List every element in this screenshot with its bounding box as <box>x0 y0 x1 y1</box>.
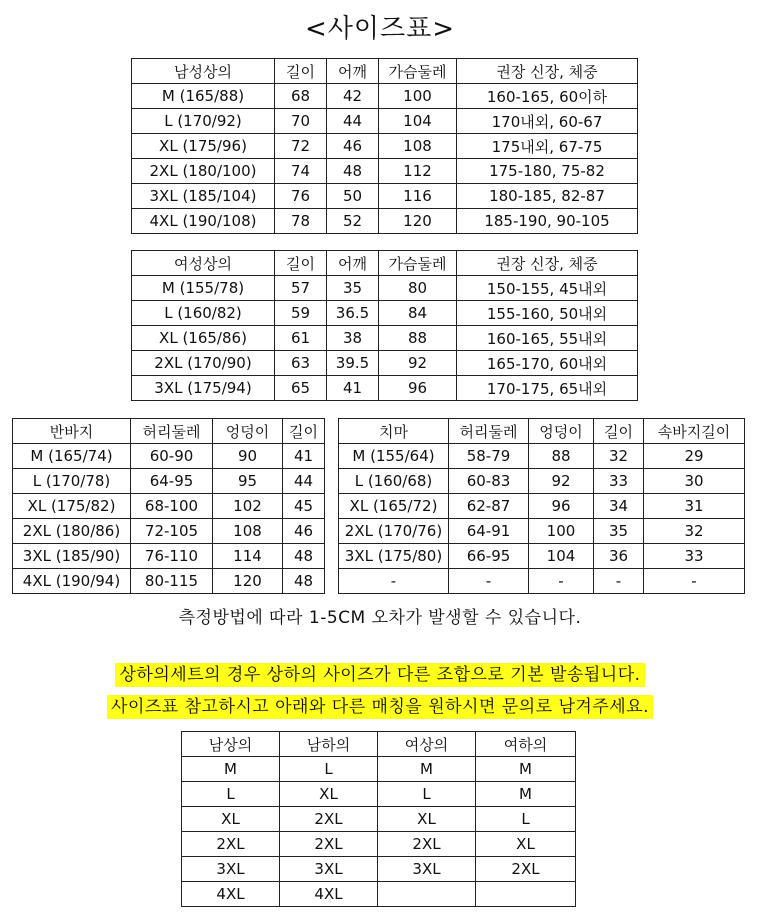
table-cell: L <box>378 782 476 807</box>
table-cell: 3XL (175/94) <box>132 376 275 401</box>
table-cell: 48 <box>283 544 325 569</box>
table-cell: M <box>476 757 576 782</box>
set-matching-table <box>181 731 576 907</box>
table-row <box>182 832 576 857</box>
column-header: 여성상의 <box>132 251 275 276</box>
table-cell: L <box>182 782 280 807</box>
table-cell: M <box>476 782 576 807</box>
table-cell: 39.5 <box>327 351 379 376</box>
table-header-row <box>132 251 638 276</box>
table-cell: 46 <box>283 519 325 544</box>
table-cell: 74 <box>275 159 327 184</box>
table-cell: 76 <box>275 184 327 209</box>
table-cell: 70 <box>275 109 327 134</box>
table-cell: 175-180, 75-82 <box>457 159 638 184</box>
table-row <box>132 209 638 234</box>
table-cell: 32 <box>644 519 745 544</box>
column-header: 엉덩이 <box>213 419 283 444</box>
table-cell: 4XL (190/94) <box>13 569 131 594</box>
table-cell: M <box>182 757 280 782</box>
table-header-row <box>182 732 576 757</box>
column-header: 엉덩이 <box>529 419 594 444</box>
table-cell: 90 <box>213 444 283 469</box>
table-cell: 170내외, 60-67 <box>457 109 638 134</box>
table-row <box>182 882 576 907</box>
column-header: 길이 <box>594 419 644 444</box>
table-row <box>182 782 576 807</box>
table-cell: 3XL (185/90) <box>13 544 131 569</box>
table-cell: 34 <box>594 494 644 519</box>
table-cell: 4XL <box>280 882 378 907</box>
table-row <box>339 494 745 519</box>
column-header: 남성상의 <box>132 59 275 84</box>
table-row <box>132 301 638 326</box>
table-row <box>132 134 638 159</box>
table-cell: 33 <box>644 544 745 569</box>
table-cell: XL (165/72) <box>339 494 449 519</box>
column-header: 남상의 <box>182 732 280 757</box>
column-header: 길이 <box>275 59 327 84</box>
column-header: 허리둘레 <box>449 419 529 444</box>
column-header: 길이 <box>275 251 327 276</box>
measurement-note: 측정방법에 따라 1-5CM 오차가 발생할 수 있습니다. <box>178 608 582 628</box>
table-cell: 170-175, 65내외 <box>457 376 638 401</box>
table-row <box>182 757 576 782</box>
shorts-size-table <box>12 418 325 594</box>
column-header: 치마 <box>339 419 449 444</box>
table-cell: 52 <box>327 209 379 234</box>
table-cell: 2XL (170/76) <box>339 519 449 544</box>
table-cell: XL (175/96) <box>132 134 275 159</box>
table-cell: 2XL <box>280 832 378 857</box>
table-row <box>339 469 745 494</box>
table-cell: 41 <box>327 376 379 401</box>
table-cell: 4XL <box>182 882 280 907</box>
table-cell: 185-190, 90-105 <box>457 209 638 234</box>
table-cell: L (170/92) <box>132 109 275 134</box>
table-cell: 58-79 <box>449 444 529 469</box>
table-cell: 60-83 <box>449 469 529 494</box>
table-cell: 95 <box>213 469 283 494</box>
table-cell: 92 <box>529 469 594 494</box>
table-cell: 104 <box>379 109 457 134</box>
table-cell: 64-91 <box>449 519 529 544</box>
table-cell: 175내외, 67-75 <box>457 134 638 159</box>
table-row <box>13 444 325 469</box>
table-cell: 33 <box>594 469 644 494</box>
column-header: 속바지길이 <box>644 419 745 444</box>
table-cell: - <box>594 569 644 594</box>
table-row <box>13 544 325 569</box>
table-cell: 41 <box>283 444 325 469</box>
column-header: 가슴둘레 <box>379 251 457 276</box>
table-row <box>13 494 325 519</box>
table-row <box>132 84 638 109</box>
table-row <box>339 569 745 594</box>
table-cell: 2XL <box>378 832 476 857</box>
table-cell: 48 <box>283 569 325 594</box>
table-cell: 31 <box>644 494 745 519</box>
table-cell: 165-170, 60내외 <box>457 351 638 376</box>
table-cell: 104 <box>529 544 594 569</box>
table-cell: 102 <box>213 494 283 519</box>
table-cell: 2XL (170/90) <box>132 351 275 376</box>
table-cell: 59 <box>275 301 327 326</box>
table-row <box>13 469 325 494</box>
column-header: 권장 신장, 체중 <box>457 59 638 84</box>
table-cell: XL (175/82) <box>13 494 131 519</box>
column-header: 어깨 <box>327 59 379 84</box>
table-cell: 64-95 <box>131 469 213 494</box>
table-cell: 155-160, 50내외 <box>457 301 638 326</box>
table-cell: 38 <box>327 326 379 351</box>
table-cell: M (165/88) <box>132 84 275 109</box>
table-row <box>132 376 638 401</box>
table-cell: 100 <box>379 84 457 109</box>
table-cell: 96 <box>379 376 457 401</box>
table-cell: L (170/78) <box>13 469 131 494</box>
column-header: 허리둘레 <box>131 419 213 444</box>
table-cell: 46 <box>327 134 379 159</box>
table-header-row <box>132 59 638 84</box>
table-cell: 96 <box>529 494 594 519</box>
table-row <box>132 326 638 351</box>
table-cell: 35 <box>327 276 379 301</box>
column-header: 길이 <box>283 419 325 444</box>
table-cell: 84 <box>379 301 457 326</box>
table-cell: 61 <box>275 326 327 351</box>
table-cell: 116 <box>379 184 457 209</box>
page-title: <사이즈표> <box>304 14 456 44</box>
women-top-size-table <box>131 250 638 401</box>
table-cell: 62-87 <box>449 494 529 519</box>
table-cell: 3XL (175/80) <box>339 544 449 569</box>
skirt-size-table <box>338 418 745 594</box>
table-cell: 57 <box>275 276 327 301</box>
table-cell: 68 <box>275 84 327 109</box>
table-cell: 50 <box>327 184 379 209</box>
table-cell: M (165/74) <box>13 444 131 469</box>
table-cell: L <box>280 757 378 782</box>
table-cell: 80-115 <box>131 569 213 594</box>
table-cell: - <box>644 569 745 594</box>
table-row <box>132 109 638 134</box>
table-cell: 60-90 <box>131 444 213 469</box>
table-cell: 44 <box>283 469 325 494</box>
table-cell: - <box>529 569 594 594</box>
table-cell: 92 <box>379 351 457 376</box>
table-cell: 150-155, 45내외 <box>457 276 638 301</box>
table-cell: XL <box>182 807 280 832</box>
table-cell: 36 <box>594 544 644 569</box>
table-row <box>132 351 638 376</box>
column-header: 반바지 <box>13 419 131 444</box>
table-cell: 68-100 <box>131 494 213 519</box>
table-cell: 2XL <box>182 832 280 857</box>
table-row <box>339 519 745 544</box>
table-cell: M <box>378 757 476 782</box>
table-row <box>132 184 638 209</box>
table-cell: 3XL <box>280 857 378 882</box>
table-cell: 30 <box>644 469 745 494</box>
table-cell: XL <box>280 782 378 807</box>
table-cell: 36.5 <box>327 301 379 326</box>
table-cell: 108 <box>379 134 457 159</box>
table-cell: 100 <box>529 519 594 544</box>
table-row <box>13 569 325 594</box>
table-cell: 29 <box>644 444 745 469</box>
table-cell: 3XL <box>182 857 280 882</box>
table-cell: 2XL <box>476 857 576 882</box>
table-cell: 108 <box>213 519 283 544</box>
table-cell: L (160/68) <box>339 469 449 494</box>
table-cell: XL (165/86) <box>132 326 275 351</box>
table-cell: 114 <box>213 544 283 569</box>
table-row <box>182 807 576 832</box>
table-cell: 4XL (190/108) <box>132 209 275 234</box>
table-cell: 76-110 <box>131 544 213 569</box>
table-cell <box>378 882 476 907</box>
table-header-row <box>339 419 745 444</box>
table-row <box>132 276 638 301</box>
table-cell: 42 <box>327 84 379 109</box>
table-cell: - <box>339 569 449 594</box>
set-notice-line-1: 상하의세트의 경우 상하의 사이즈가 다른 조합으로 기본 발송됩니다. <box>115 663 644 687</box>
table-cell: 44 <box>327 109 379 134</box>
table-cell: 78 <box>275 209 327 234</box>
table-cell: 120 <box>213 569 283 594</box>
set-notice-line-2: 사이즈표 참고하시고 아래와 다른 매칭을 원하시면 문의로 남겨주세요. <box>107 695 653 719</box>
table-cell: 35 <box>594 519 644 544</box>
table-cell: 72 <box>275 134 327 159</box>
table-cell: 88 <box>529 444 594 469</box>
column-header: 어깨 <box>327 251 379 276</box>
table-row <box>339 544 745 569</box>
table-cell <box>476 882 576 907</box>
table-row <box>182 857 576 882</box>
table-cell: 180-185, 82-87 <box>457 184 638 209</box>
table-cell: M (155/78) <box>132 276 275 301</box>
table-cell: 72-105 <box>131 519 213 544</box>
table-cell: 45 <box>283 494 325 519</box>
table-cell: 65 <box>275 376 327 401</box>
table-cell: 160-165, 60이하 <box>457 84 638 109</box>
column-header: 권장 신장, 체중 <box>457 251 638 276</box>
table-cell: L <box>476 807 576 832</box>
table-cell: 66-95 <box>449 544 529 569</box>
table-cell: 2XL (180/86) <box>13 519 131 544</box>
men-top-size-table <box>131 58 638 234</box>
table-row <box>13 519 325 544</box>
table-cell: L (160/82) <box>132 301 275 326</box>
table-cell: 160-165, 55내외 <box>457 326 638 351</box>
column-header: 여하의 <box>476 732 576 757</box>
table-cell: 3XL <box>378 857 476 882</box>
table-cell: - <box>449 569 529 594</box>
table-cell: 32 <box>594 444 644 469</box>
table-cell: 112 <box>379 159 457 184</box>
table-cell: 88 <box>379 326 457 351</box>
table-row <box>339 444 745 469</box>
table-header-row <box>13 419 325 444</box>
table-cell: 120 <box>379 209 457 234</box>
column-header: 가슴둘레 <box>379 59 457 84</box>
column-header: 여상의 <box>378 732 476 757</box>
table-row <box>132 159 638 184</box>
table-cell: 2XL <box>280 807 378 832</box>
table-cell: 63 <box>275 351 327 376</box>
table-cell: 48 <box>327 159 379 184</box>
table-cell: 2XL (180/100) <box>132 159 275 184</box>
table-cell: 3XL (185/104) <box>132 184 275 209</box>
table-cell: 80 <box>379 276 457 301</box>
column-header: 남하의 <box>280 732 378 757</box>
table-cell: XL <box>378 807 476 832</box>
table-cell: XL <box>476 832 576 857</box>
table-cell: M (155/64) <box>339 444 449 469</box>
